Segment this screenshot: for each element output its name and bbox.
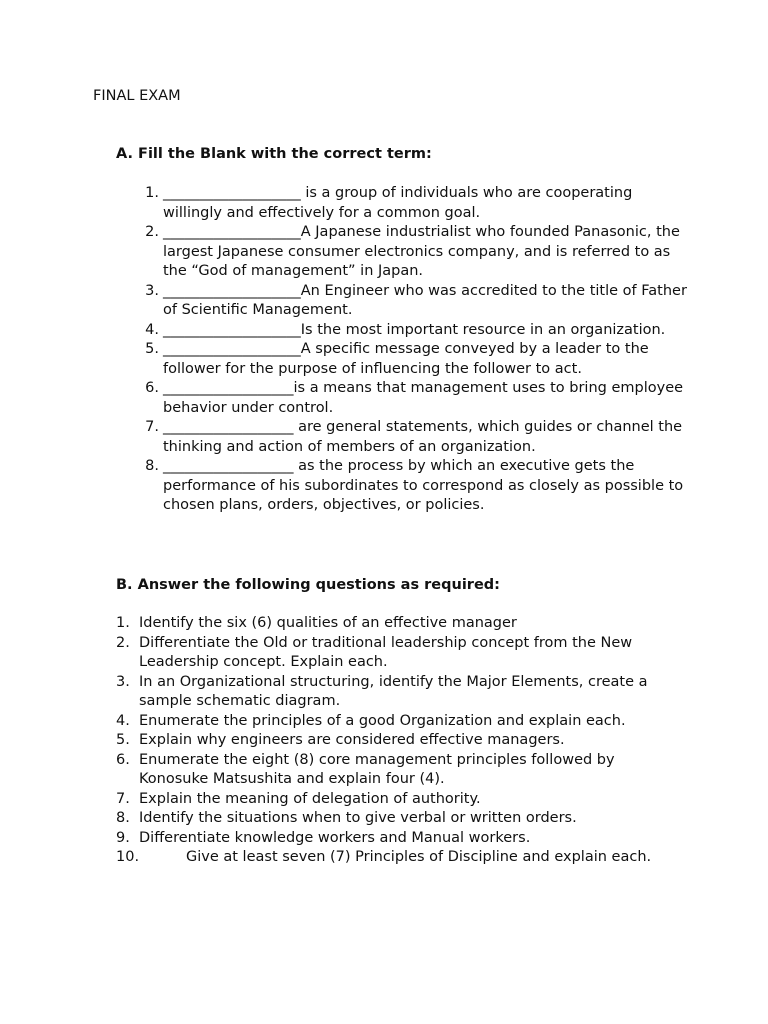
list-item — [145, 223, 688, 282]
item-text: In an Organizational structuring, identify the Major Elements, create a sample schematic diagram. — [139, 673, 648, 709]
item-text: Differentiate the Old or traditional leadership concept from the New Leadership concept. Explain each. — [139, 634, 633, 670]
item-text: Differentiate knowledge workers and Manual workers. — [139, 829, 531, 846]
item-number: 1. — [145, 185, 159, 201]
list-item — [116, 751, 684, 790]
item-number: 7. — [145, 419, 159, 435]
list-item — [116, 809, 684, 829]
item-text: Identify the six (6) qualities of an effective manager — [139, 615, 517, 631]
section-a-heading: A. Fill the Blank with the correct term: — [116, 146, 432, 162]
item-number: 7. — [116, 790, 130, 807]
list-item — [145, 321, 688, 341]
item-text: Enumerate the principles of a good Organization and explain each. — [139, 712, 626, 729]
item-text: __________________ as the process by which an executive gets the performance of his subordinates to correspond as closely as possible to chosen plans, orders, objectives, or policies. — [163, 458, 684, 513]
list-item — [116, 712, 684, 732]
item-number: 5. — [116, 732, 130, 748]
list-item — [116, 673, 684, 712]
item-text: ___________________An Engineer who was accredited to the title of Father of Scientific Management. — [163, 282, 687, 318]
item-text: ___________________A Japanese industrialist who founded Panasonic, the largest Japanese consumer electronics company, and is referred to as the “God of management” in Japan. — [163, 224, 680, 279]
item-text: Give at least seven (7) Principles of Discipline and explain each. — [186, 849, 652, 865]
item-text: __________________is a means that management uses to bring employee behavior under control. — [163, 380, 684, 416]
item-text: ___________________A specific message conveyed by a leader to the follower for the purpose of influencing the follower to act. — [163, 341, 649, 377]
item-text: __________________ are general statements, which guides or channel the thinking and action of members of an organization. — [163, 419, 683, 455]
item-number: 6. — [145, 380, 159, 396]
list-item — [116, 614, 684, 634]
item-number: 1. — [116, 615, 130, 631]
list-item — [116, 829, 684, 849]
item-number: 4. — [145, 321, 159, 338]
section-b-list — [116, 614, 684, 868]
list-item — [145, 282, 688, 321]
list-item — [145, 340, 688, 379]
list-item — [116, 731, 684, 751]
list-item — [145, 418, 688, 457]
item-text: ___________________Is the most important resource in an organization. — [163, 321, 666, 338]
item-text: Identify the situations when to give verbal or written orders. — [139, 810, 577, 826]
list-item — [116, 790, 684, 810]
list-item — [116, 848, 684, 868]
list-item — [145, 379, 688, 418]
item-text: Enumerate the eight (8) core management principles followed by Konosuke Matsushita and explain four (4). — [139, 751, 615, 787]
list-item — [145, 457, 688, 516]
section-b-heading: B. Answer the following questions as required: — [116, 577, 500, 593]
item-number: 9. — [116, 829, 130, 846]
item-text: ___________________ is a group of individuals who are cooperating willingly and effectively for a common goal. — [163, 185, 633, 221]
item-number: 8. — [145, 458, 159, 474]
item-number: 5. — [145, 341, 159, 357]
item-number: 3. — [116, 673, 130, 690]
page-title: FINAL EXAM — [93, 88, 181, 104]
item-number: 10. — [116, 849, 140, 865]
item-number: 2. — [145, 224, 159, 240]
item-number: 6. — [116, 751, 130, 768]
item-text: Explain the meaning of delegation of authority. — [139, 790, 481, 807]
section-a-list — [145, 184, 688, 516]
item-number: 3. — [145, 282, 159, 299]
item-number: 8. — [116, 810, 130, 826]
list-item — [116, 634, 684, 673]
item-number: 2. — [116, 634, 130, 651]
item-text: Explain why engineers are considered effective managers. — [139, 732, 565, 748]
item-number: 4. — [116, 712, 130, 729]
list-item — [145, 184, 688, 223]
